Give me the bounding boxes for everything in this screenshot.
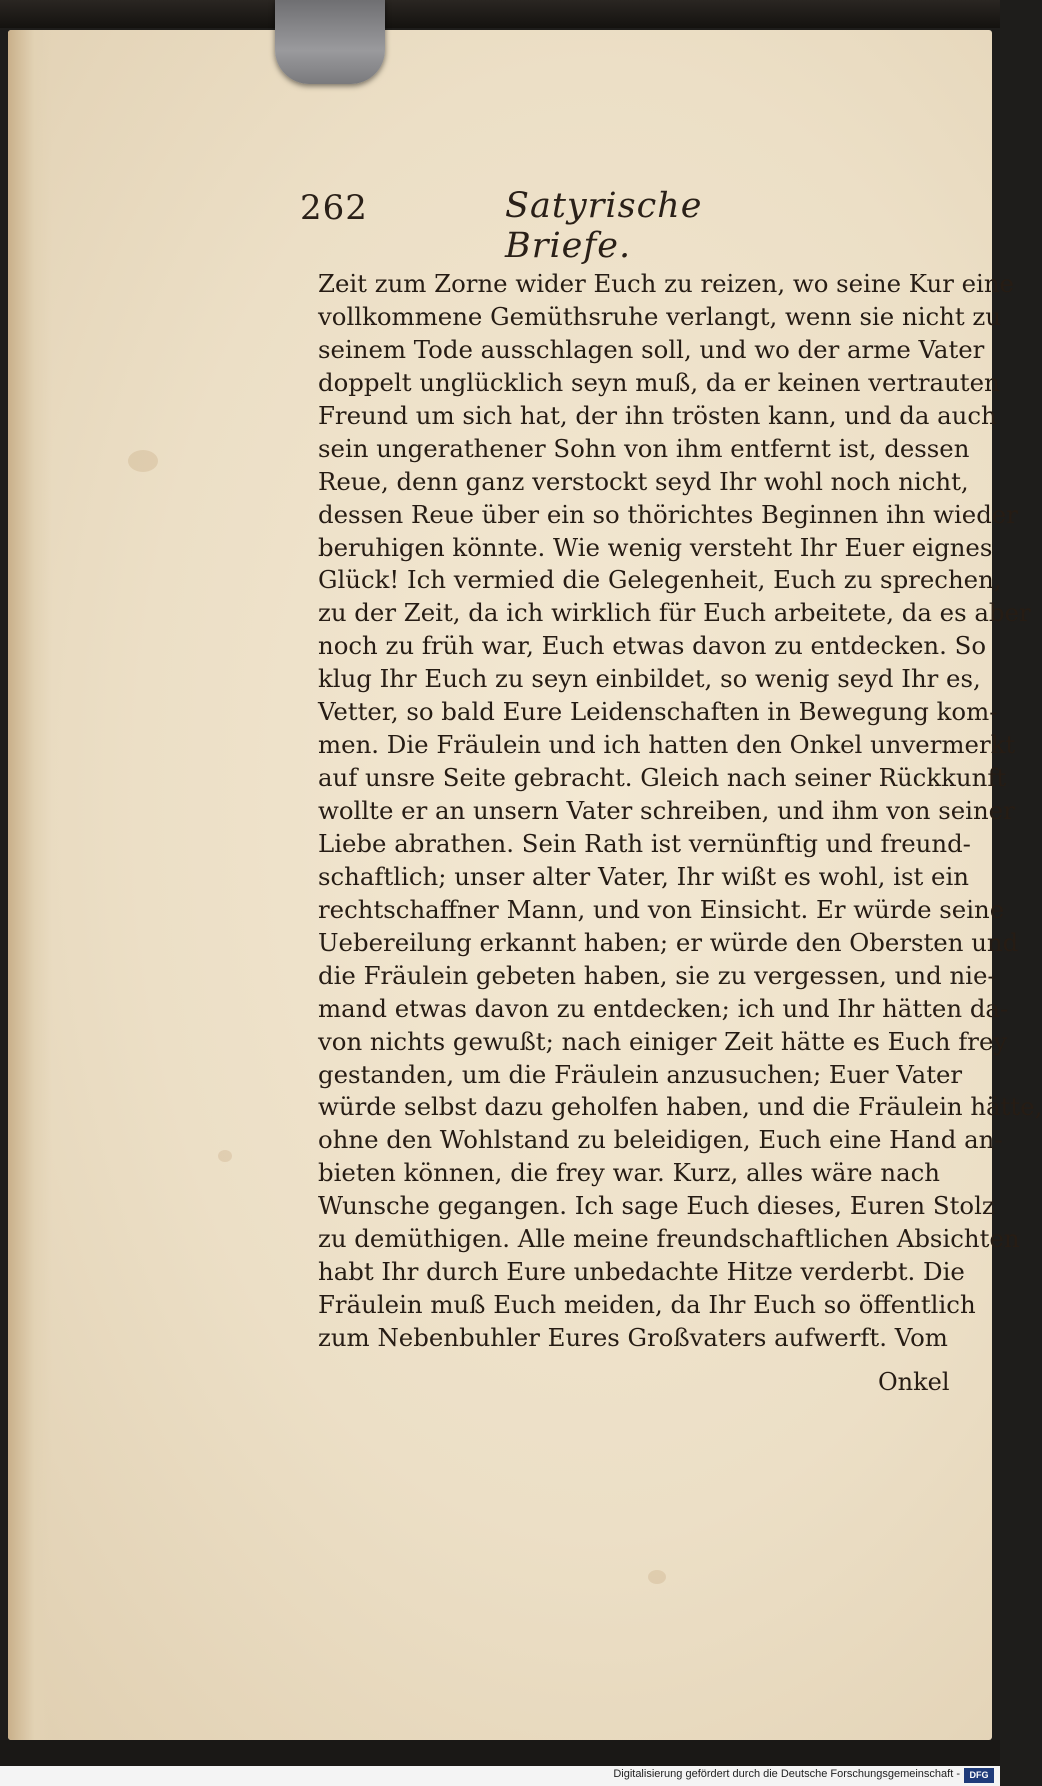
text-line: die Fräulein gebeten haben, sie zu vergessen, und nie- [318, 960, 996, 990]
paper-stain [128, 450, 158, 472]
text-line: würde selbst dazu geholfen haben, und die Fräulein hätte, [318, 1092, 1042, 1122]
digitization-credit: Digitalisierung gefördert durch die Deutsche Forschungsgemeinschaft - [613, 1768, 960, 1780]
text-line: zu demüthigen. Alle meine freundschaftlichen Absichten [318, 1224, 1020, 1254]
text-line: Uebereilung erkannt haben; er würde den Obersten und [318, 927, 1019, 957]
text-line: mand etwas davon zu entdecken; ich und Ihr hätten da- [318, 993, 1009, 1023]
text-line: men. Die Fräulein und ich hatten den Onkel unvermerkt [318, 730, 1016, 760]
text-line: rechtschaffner Mann, und von Einsicht. Er würde seine [318, 894, 1005, 924]
text-line: Liebe abrathen. Sein Rath ist vernünftig und freund- [318, 828, 971, 858]
text-line: beruhigen könnte. Wie wenig versteht Ihr Euer eignes [318, 532, 993, 562]
body-text [318, 268, 1042, 1355]
text-line: zum Nebenbuhler Eures Großvaters aufwerft. Vom [318, 1323, 948, 1352]
text-line: Vetter, so bald Eure Leidenschaften in Bewegung kom- [318, 697, 998, 727]
text-line: Fräulein muß Euch meiden, da Ihr Euch so öffentlich [318, 1290, 976, 1320]
text-line: vollkommene Gemüthsruhe verlangt, wenn sie nicht zu [318, 301, 1001, 331]
text-line: dessen Reue über ein so thörichtes Beginnen ihn wieder [318, 499, 1018, 529]
page-holder-clip [275, 0, 385, 84]
paper-stain [218, 1150, 232, 1162]
text-line: auf unsre Seite gebracht. Gleich nach seiner Rückkunft [318, 763, 1007, 793]
text-line: wollte er an unsern Vater schreiben, und ihm von seiner [318, 796, 1015, 825]
paper-stain [648, 1570, 666, 1584]
text-line: zu der Zeit, da ich wirklich für Euch arbeitete, da es aber [318, 598, 1031, 628]
text-line: Reue, denn ganz verstockt seyd Ihr wohl noch nicht, [318, 466, 969, 496]
text-line: Zeit zum Zorne wider Euch zu reizen, wo seine Kur eine [318, 269, 1014, 298]
text-line: ohne den Wohlstand zu beleidigen, Euch eine Hand an- [318, 1125, 1003, 1155]
text-line: bieten können, die frey war. Kurz, alles wäre nach [318, 1158, 940, 1188]
text-line: seinem Tode ausschlagen soll, und wo der arme Vater [318, 334, 985, 364]
running-title: Satyrische Briefe. [505, 186, 703, 266]
page-number: 262 [300, 188, 368, 228]
dfg-logo: DFG [964, 1768, 994, 1783]
scan-background-top [0, 0, 1000, 28]
text-line: noch zu früh war, Euch etwas davon zu entdecken. So [318, 631, 987, 661]
page-header [300, 186, 770, 266]
text-line: gestanden, um die Fräulein anzusuchen; Euer Vater [318, 1059, 963, 1089]
text-line: Glück! Ich vermied die Gelegenheit, Euch zu sprechen, [318, 565, 1002, 595]
text-line: sein ungerathener Sohn von ihm entfernt ist, dessen [318, 433, 970, 463]
text-line: doppelt unglücklich seyn muß, da er keinen vertrauten [318, 367, 1000, 397]
catchword: Onkel [878, 1368, 950, 1396]
text-line: klug Ihr Euch zu seyn einbildet, so wenig seyd Ihr es, [318, 664, 981, 694]
text-line: Freund um sich hat, der ihn trösten kann, und da auch [318, 400, 997, 430]
text-line: habt Ihr durch Eure unbedachte Hitze verderbt. Die [318, 1257, 965, 1287]
text-line: Wunsche gegangen. Ich sage Euch dieses, Euren Stolz [318, 1191, 995, 1221]
text-line: schaftlich; unser alter Vater, Ihr wißt es wohl, ist ein [318, 861, 969, 891]
text-line: von nichts gewußt; nach einiger Zeit hätte es Euch frey [318, 1026, 1008, 1056]
page-edge-shadow [8, 30, 52, 1740]
